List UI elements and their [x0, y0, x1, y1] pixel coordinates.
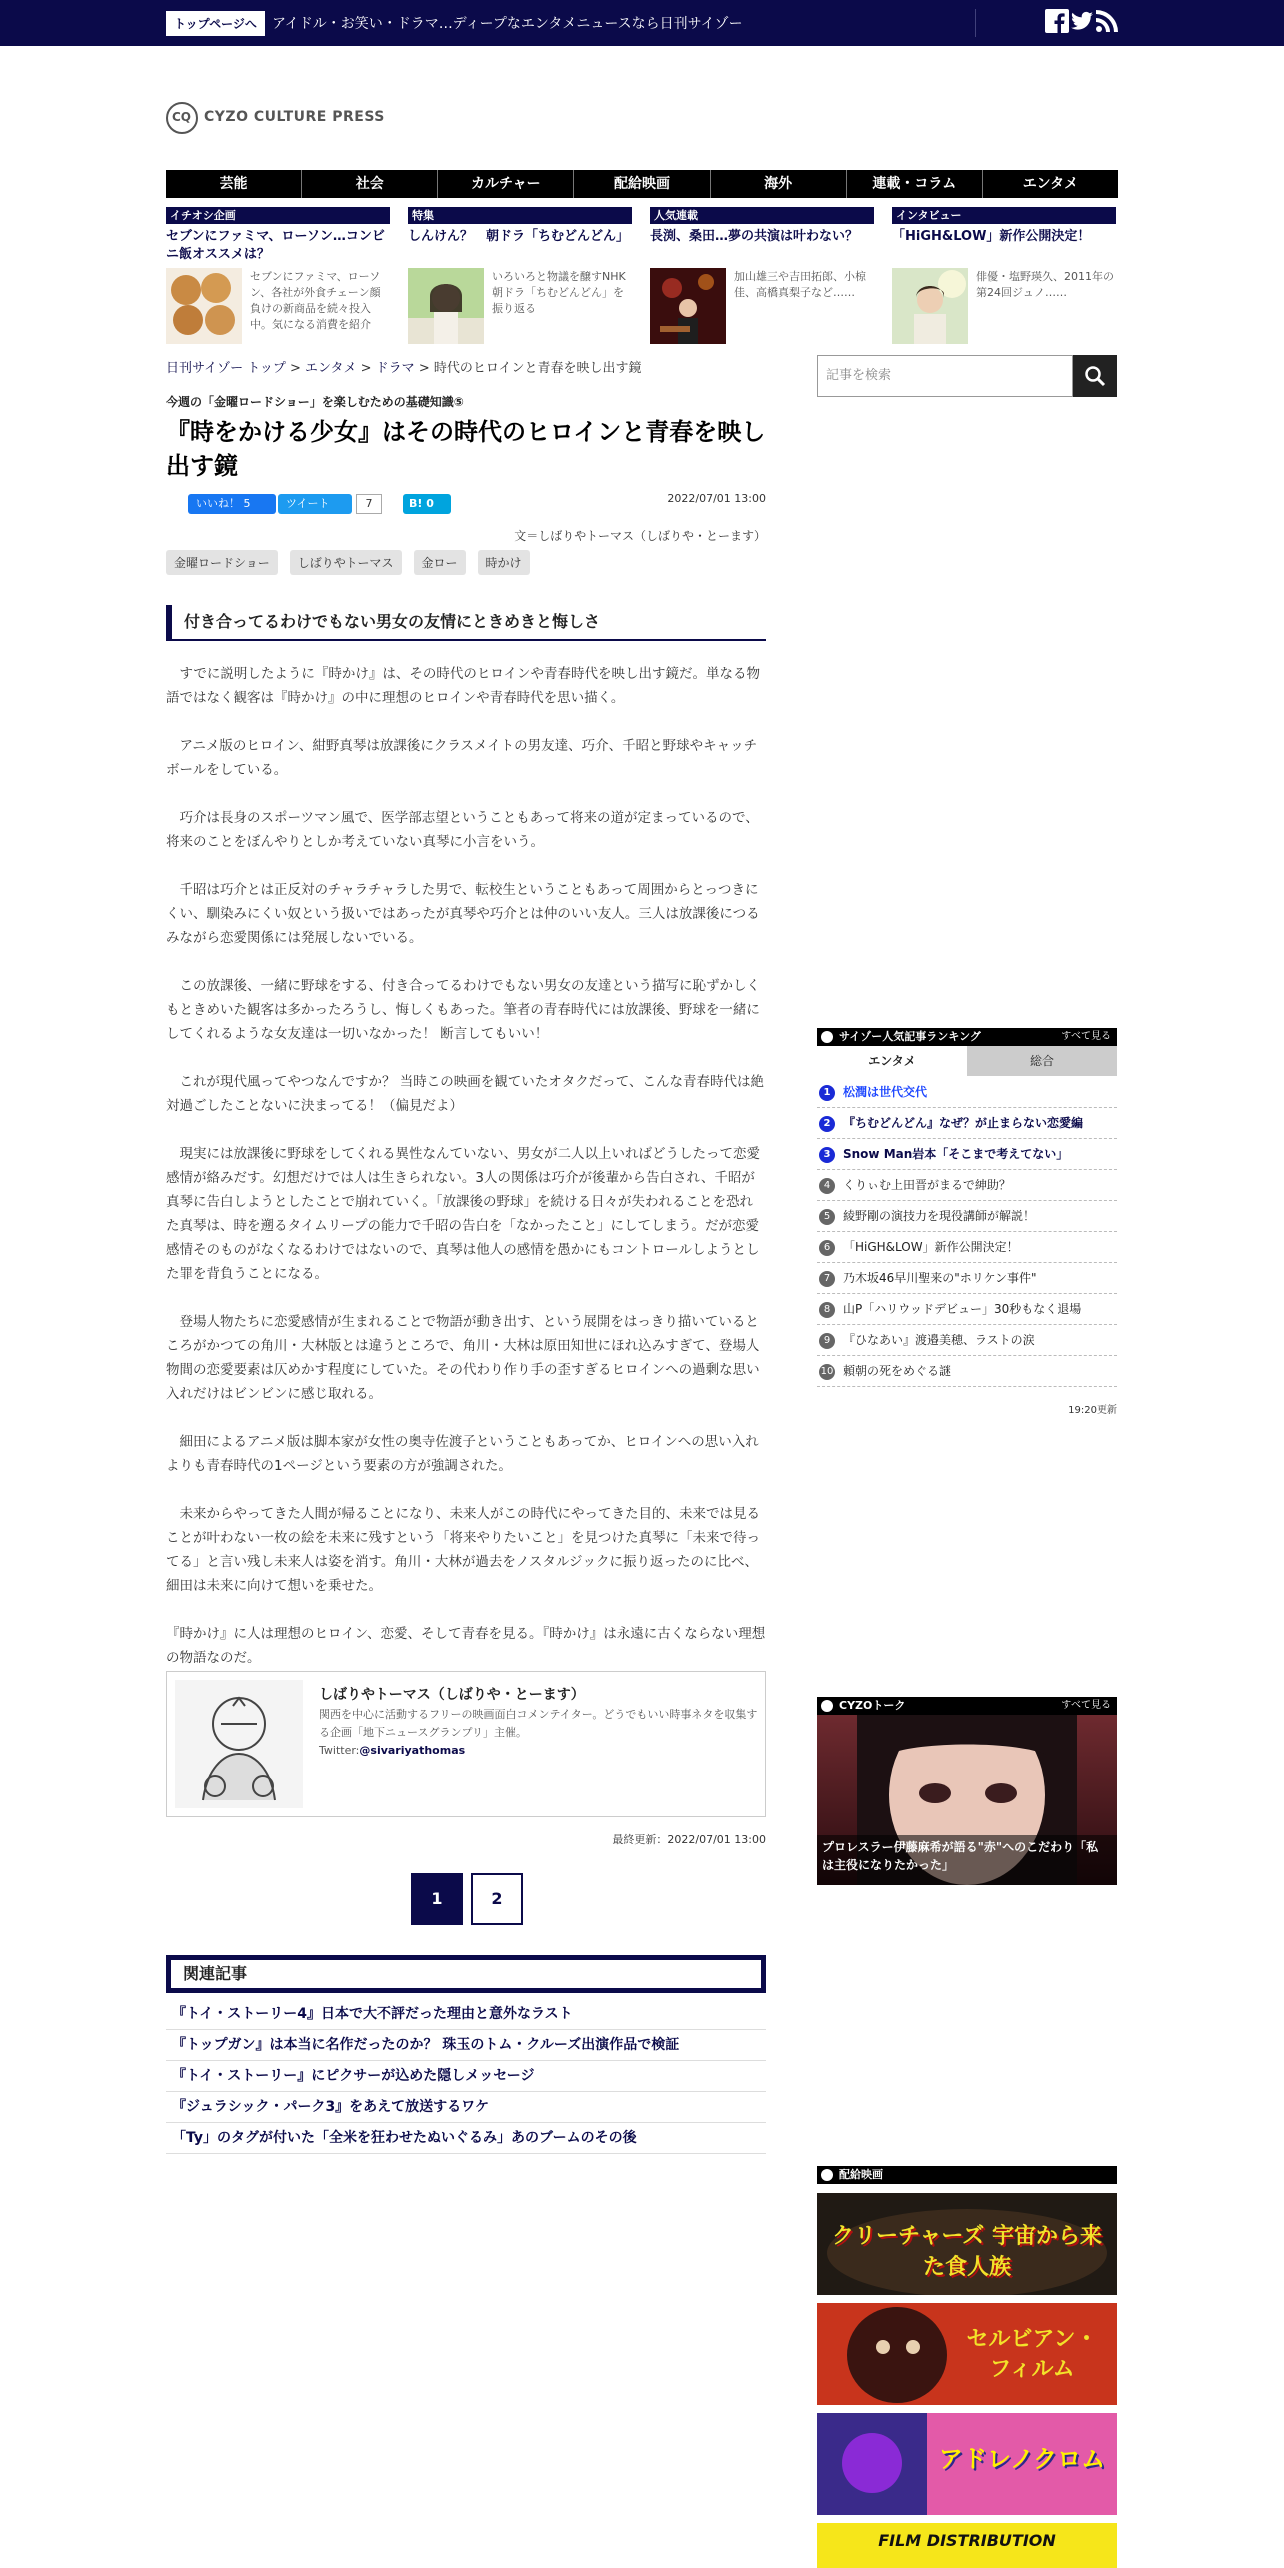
feature-category: インタビュー — [892, 207, 1116, 224]
ranking-item[interactable]: 9 『ひなあい』渡邉美穂、ラストの涙 — [817, 1325, 1117, 1356]
ranking-item[interactable]: 3 Snow Man岩本「そこまで考えてない」 — [817, 1139, 1117, 1170]
feature-thumbnail[interactable] — [650, 268, 726, 344]
related-item[interactable]: 『トイ・ストーリー4』日本で大不評だった理由と意外なラスト — [166, 1999, 766, 2030]
feature-thumbnail[interactable] — [408, 268, 484, 344]
divider — [975, 9, 976, 37]
feature-description: いろいろと物議を醸すNHK朝ドラ「ちむどんどん」を振り返る — [492, 270, 626, 315]
feature-description: 加山雄三や吉田拓郎、小椋佳、高橋真梨子など…… — [734, 270, 866, 299]
page-2-button[interactable]: 2 — [471, 1873, 523, 1925]
author-twitter-link[interactable]: @sivariyathomas — [359, 1744, 466, 1757]
nav-item-society[interactable]: 社会 — [302, 170, 438, 198]
ranking-item[interactable]: 1 松潤は世代交代 — [817, 1077, 1117, 1108]
paragraph: 千昭は巧介とは正反対のチャラチャラした男で、転校生ということもあって周囲からとっつきにくい、馴染みにくい奴という扱いではあったが真琴や巧介とは仲のいい友人。三人は放課後につるみながら恋愛関係には発展しないでいる。 — [166, 882, 760, 946]
author-name: しばりやトーマス（しばりや・とーます） — [319, 1687, 585, 1703]
facebook-like-button[interactable]: いいね！ 5 — [188, 494, 276, 514]
ranking-item[interactable]: 6 「HiGH&LOW」新作公開決定！ — [817, 1232, 1117, 1263]
nav-item-culture[interactable]: カルチャー — [438, 170, 574, 198]
feature-card[interactable] — [892, 207, 1116, 299]
paragraph: 細田によるアニメ版は脚本家が女性の奥寺佐渡子ということもあってか、ヒロインへの思い入れよりも青春時代の1ページという要素の方が強調された。 — [166, 1434, 759, 1474]
nav-item-entame[interactable]: エンタメ — [1022, 176, 1079, 192]
tag-list — [166, 550, 530, 575]
nav-item-columns[interactable]: 連載・コラム — [847, 170, 983, 198]
ranking-tabs — [817, 1046, 1117, 1076]
section-heading: 付き合ってるわけでもない男女の友情にときめきと悔しさ — [166, 605, 766, 641]
top-bar — [0, 0, 1284, 46]
paragraph: これが現代風ってやつなんですか？ 当時この映画を観ていたオタクだって、こんな青春時代は絶対過ごしたことないに決まってる！（偏見だよ） — [166, 1074, 765, 1114]
ranking-item[interactable]: 5 綾野剛の演技力を現役講師が解説！ — [817, 1201, 1117, 1232]
ranking-updated: 19:20更新 — [1068, 1405, 1117, 1416]
banner-title: セルビアン・フィルム — [966, 2327, 1098, 2382]
related-heading: 関連記事 — [166, 1955, 766, 1993]
related-item[interactable]: 『トイ・ストーリー』にピクサーが込めた隠しメッセージ — [166, 2061, 766, 2092]
global-nav — [166, 170, 1118, 198]
paragraph: アニメ版のヒロイン、紺野真琴は放課後にクラスメイトの男友達、巧介、千昭と野球やキャッチボールをしている。 — [166, 738, 758, 778]
paragraph: この放課後、一緒に野球をする、付き合ってるわけでもない男女の友達という描写に恥ずかしくもときめいた観客は多かったろうし、悔しくもあった。筆者の青春時代には放課後、野球を一緒にしてくれるような女友達は一切いなかった！ 断言してもいい！ — [166, 978, 760, 1042]
last-updated: 最終更新：2022/07/01 13:00 — [612, 1833, 766, 1846]
banner-title: クリーチャーズ 宇宙から来た食人族 — [832, 2224, 1102, 2280]
feature-card[interactable] — [650, 207, 874, 299]
breadcrumb-current: 時代のヒロインと青春を映し出す鏡 — [433, 361, 642, 376]
feature-description: セブンにファミマ、ローソン、各社が外食チェーン顔負けの新商品を続々投入中。気になる消費を紹介 — [250, 270, 381, 331]
author-avatar — [175, 1680, 303, 1808]
facebook-icon[interactable] — [1045, 9, 1069, 33]
nav-item-films[interactable]: 配給映画 — [574, 170, 710, 198]
tab-overall[interactable]: 総合 — [967, 1046, 1117, 1076]
ranking-item[interactable]: 7 乃木坂46早川聖来の"ホリケン事件" — [817, 1263, 1117, 1294]
breadcrumb-separator: > — [285, 361, 306, 376]
nav-item-overseas[interactable]: 海外 — [711, 170, 847, 198]
related-item[interactable]: 『トップガン』は本当に名作だったのか？ 珠玉のトム・クルーズ出演作品で検証 — [166, 2030, 766, 2061]
ranking-heading: サイゾー人気記事ランキング すべて見る — [817, 1028, 1117, 1046]
tag[interactable]: 金ロー — [414, 550, 466, 575]
search-icon — [1084, 365, 1106, 387]
feature-category: 人気連載 — [650, 207, 874, 224]
home-page-link[interactable]: トップページへ — [166, 11, 265, 36]
tweet-button[interactable]: ツイート — [278, 494, 352, 514]
ranking-item[interactable]: 8 山P「ハリウッドデビュー」30秒もなく退場 — [817, 1294, 1117, 1325]
ranking-item[interactable]: 10 頼朝の死をめぐる謎 — [817, 1356, 1117, 1387]
tweet-count: 7 — [356, 494, 382, 514]
article-kicker: 今週の「金曜ロードショー」を楽しむための基礎知識⑤ — [166, 395, 464, 409]
byline: 文＝しばりやトーマス（しばりや・とーます） — [514, 529, 766, 543]
paragraph: 登場人物たちに恋愛感情が生まれることで物語が動き出す、という展開をはっきり描いているところがかつての角川・大林版とは違うところで、角川・大林は原田知世にほれ込みすぎて、登場人物間の恋愛要素は仄めかす程度にしていた。その代わり作り手の歪すぎるヒロインへの過剰な思い入れだけはビンビンに感じ取れる。 — [166, 1314, 760, 1402]
feature-title[interactable]: 長渕、桑田…夢の共演は叶わない？ — [650, 229, 859, 244]
breadcrumb-separator: > — [356, 361, 376, 376]
ranking-item[interactable]: 4 くりぃむ上田晋がまるで紳助？ — [817, 1170, 1117, 1201]
tab-entame[interactable]: エンタメ — [817, 1046, 967, 1076]
film-banner[interactable] — [817, 2413, 1117, 2515]
breadcrumb-entame[interactable]: エンタメ — [305, 361, 357, 376]
feature-title[interactable]: 「HiGH&LOW」新作公開決定！ — [892, 229, 1091, 244]
search-input[interactable]: 記事を検索 — [817, 355, 1073, 397]
search-button[interactable] — [1073, 355, 1117, 397]
feature-category: イチオシ企画 — [166, 207, 390, 224]
rss-icon[interactable] — [1095, 9, 1119, 33]
feature-card[interactable] — [166, 207, 390, 331]
paragraph: 現実には放課後に野球をしてくれる異性なんていない、男女が二人以上いればどうしたって恋愛感情が絡みだす。幻想だけでは人は生きられない。3人の関係は巧介が後輩から告白され、千昭が真琴に告白しようとしたことで崩れていく。「放課後の野球」を続ける日々が失われることを恐れた真琴は、時を遡るタイムリープの能力で千昭の告白を「なかったこと」にしてしまう。だが恋愛感情そのものがなくなるわけではないので、真琴は他人の感情を愚かにもコントロールしようとした罪を背負うことになる。 — [166, 1146, 760, 1282]
feature-title[interactable]: しんけん？ 朝ドラ「ちむどんどん」 — [408, 229, 630, 244]
ranking-more-link[interactable]: すべて見る — [1061, 1031, 1111, 1042]
feature-thumbnail[interactable] — [166, 268, 242, 344]
paragraph: 未来からやってきた人間が帰ることになり、未来人がこの時代にやってきた目的、未来では見ることが叶わない一枚の絵を未来に残すという「将来やりたいこと」を見つけた真琴に「未来で待ってる」と言い残し未来人は姿を消す。角川・大林が過去をノスタルジックに振り返ったのに比べ、細田は未来に向けて想いを乗せた。 — [166, 1506, 760, 1594]
feature-category: 特集 — [408, 207, 632, 224]
paragraph: 『時かけ』に人は理想のヒロイン、恋愛、そして青春を見る。『時かけ』は永遠に古くならない理想の物語なのだ。 — [166, 1626, 766, 1666]
breadcrumb-home[interactable]: 日刊サイゾー トップ — [166, 361, 286, 376]
film-banner[interactable] — [817, 2193, 1117, 2295]
page-1-button[interactable]: 1 — [411, 1873, 463, 1925]
related-item[interactable]: 「Ty」のタグが付いた「全米を狂わせたぬいぐるみ」あのブームのその後 — [166, 2123, 766, 2154]
logo-mark: CQ — [166, 102, 198, 134]
film-icon — [821, 2169, 833, 2181]
nav-item-entertainment[interactable]: 芸能 — [166, 170, 302, 198]
breadcrumb — [166, 357, 641, 376]
chat-icon — [821, 1700, 833, 1712]
author-box — [166, 1671, 766, 1817]
tag[interactable]: しばりやトーマス — [290, 550, 402, 575]
banner-title: FILM DISTRIBUTION — [878, 2531, 1056, 2550]
talk-caption[interactable]: プロレスラー伊藤麻希が語る"赤"へのこだわり「私は主役になりたかった」 — [822, 1840, 1099, 1872]
feature-thumbnail[interactable] — [892, 268, 968, 344]
ranking-item[interactable]: 2 『ちむどんどん』なぜ？が止まらない恋愛編 — [817, 1108, 1117, 1139]
banner-title: アドレノクロム — [938, 2445, 1106, 2473]
publish-date: 2022/07/01 13:00 — [667, 492, 766, 505]
crown-icon — [821, 1031, 833, 1043]
breadcrumb-drama[interactable]: ドラマ — [375, 361, 415, 376]
tag[interactable]: 金曜ロードショー — [166, 550, 278, 575]
hatena-bookmark-button[interactable]: B! 0 — [403, 494, 451, 514]
paragraph: 巧介は長身のスポーツマン風で、医学部志望ということもあって将来の道が定まっているので、将来のことをぼんやりとしか考えていない真琴に小言をいう。 — [166, 810, 759, 850]
twitter-icon[interactable] — [1070, 9, 1094, 33]
feature-title[interactable]: セブンにファミマ、ローソン…コンビニ飯オススメは？ — [166, 229, 385, 262]
site-tagline[interactable]: アイドル・お笑い・ドラマ…ディープなエンタメニュースなら日刊サイゾー — [272, 16, 743, 32]
twitter-label: Twitter: — [319, 1744, 360, 1757]
article-body — [166, 662, 766, 1694]
breadcrumb-separator: > — [414, 361, 434, 376]
author-description: 関西を中心に活動するフリーの映画面白コメンテイター。どうでもいい時事ネタを収集する企画「地下ニュースグランプリ」主催。 Twitter:@sivariyathomas — [319, 1708, 758, 1757]
films-heading: 配給映画 — [817, 2166, 1117, 2184]
tag[interactable]: 時かけ — [478, 550, 530, 575]
paragraph: すでに説明したように『時かけ』は、その時代のヒロインや青春時代を映し出す鏡だ。単なる物語ではなく観客は『時かけ』の中に理想のヒロインや青春時代を思い描く。 — [166, 666, 760, 706]
feature-card[interactable] — [408, 207, 632, 315]
logo-text: CYZO CULTURE PRESS — [204, 109, 385, 125]
article-title: 『時をかける少女』はその時代のヒロインと青春を映し出す鏡 — [166, 418, 766, 480]
feature-description: 俳優・塩野瑛久、2011年の第24回ジュノ…… — [976, 270, 1114, 299]
related-item[interactable]: 『ジュラシック・パーク3』をあえて放送するワケ — [166, 2092, 766, 2123]
talk-more-link[interactable]: すべて見る — [1061, 1700, 1111, 1711]
film-banner[interactable] — [817, 2523, 1117, 2568]
film-banner[interactable] — [817, 2303, 1117, 2405]
talk-heading: CYZOトーク すべて見る — [817, 1697, 1117, 1715]
